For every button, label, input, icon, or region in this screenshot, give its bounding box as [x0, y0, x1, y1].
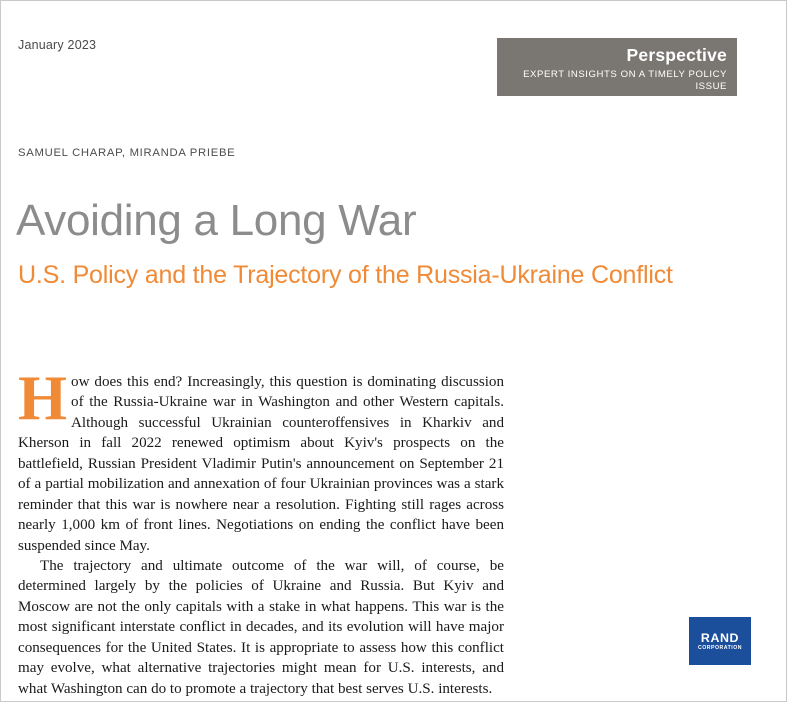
drop-cap: H: [18, 363, 68, 433]
page-title: Avoiding a Long War: [16, 196, 417, 246]
authors-line: SAMUEL CHARAP, MIRANDA PRIEBE: [18, 147, 236, 159]
rand-logo: [689, 617, 751, 665]
body-paragraph: ow does this end? Increasingly, this question is dominating discussion of the Russia-Ukraine war in Washington and other Western capitals. Although successful Ukrainian counteroffensives in Kharkiv and Kherson in fall 2022 renewed optimism about Kyiv's prospects on the battlefield, Russian President Vladimir Putin's announcement on September 21 of a partial mobilization and annexation of four Ukrainian provinces was a stark reminder that this war is nowhere near a resolution. Fighting still rages across nearly 1,000 km of front lines. Negotiations on ending the conflict have been suspended since May.: [18, 374, 504, 554]
banner-title: Perspective: [626, 45, 727, 65]
banner-subtitle: EXPERT INSIGHTS ON A TIMELY POLICY ISSUE: [523, 69, 727, 93]
body-paragraph: The trajectory and ultimate outcome of the war will, of course, be determined largely by the policies of Ukraine and Russia. But Kyiv and Moscow are not the only capitals with a stake in what happens. This war is the most significant interstate conflict in decades, and its evolution will have major consequences for the United States. It is appropriate to assess how this conflict may evolve, what alternative trajectories might mean for U.S. interests, and what Washington can do to promote a trajectory that best serves U.S. interests.: [18, 557, 504, 697]
perspective-banner: [497, 38, 737, 96]
page-subtitle: U.S. Policy and the Trajectory of the Russia-Ukraine Conflict: [18, 260, 673, 289]
publication-date: January 2023: [18, 38, 97, 52]
rand-logo-name: RAND: [700, 631, 740, 645]
rand-logo-subtext: CORPORATION: [697, 645, 743, 652]
body-text-column: [18, 363, 504, 699]
